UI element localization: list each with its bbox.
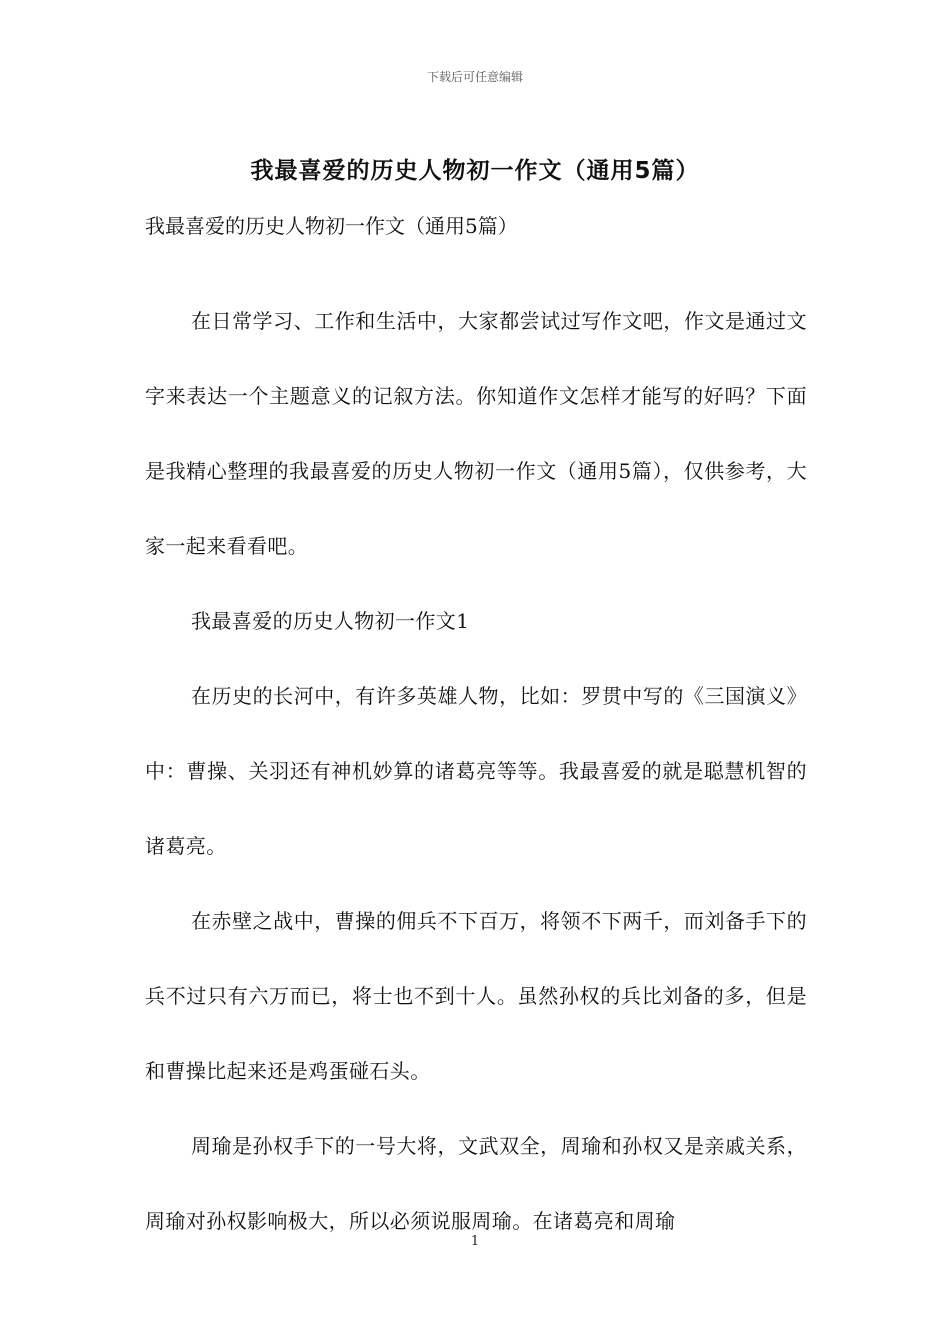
- body-paragraph: 周瑜是孙权手下的一号大将，文武双全，周瑜和孙权又是亲戚关系，周瑜对孙权影响极大，所以必须说服周瑜。在诸葛亮和周瑜: [145, 1134, 807, 1233]
- document-subtitle: 我最喜爱的历史人物初一作文（通用5篇）: [145, 214, 518, 238]
- page-number: 1: [470, 1234, 480, 1249]
- body-paragraph: 在历史的长河中，有许多英雄人物，比如：罗贯中写的《三国演义》中：曹操、关羽还有神机妙算的诸葛亮等等。我最喜爱的就是聪慧机智的诸葛亮。: [145, 684, 807, 858]
- essay-heading: 我最喜爱的历史人物初一作文1: [191, 609, 470, 633]
- body-paragraph: 在赤壁之战中，曹操的佣兵不下百万，将领不下两千，而刘备手下的兵不过只有六万而已，将士也不到十人。虽然孙权的兵比刘备的多，但是和曹操比起来还是鸡蛋碰石头。: [145, 909, 807, 1083]
- header-note: 下载后可任意编辑: [426, 70, 523, 84]
- document-title: 我最喜爱的历史人物初一作文（通用5篇）: [250, 158, 700, 184]
- intro-paragraph: 在日常学习、工作和生活中，大家都尝试过写作文吧，作文是通过文字来表达一个主题意义的记叙方法。你知道作文怎样才能写的好吗？下面是我精心整理的我最喜爱的历史人物初一作文（通用5篇），仅供参考，大家一起来看看吧。: [145, 309, 807, 558]
- document-body: [145, 210, 807, 1259]
